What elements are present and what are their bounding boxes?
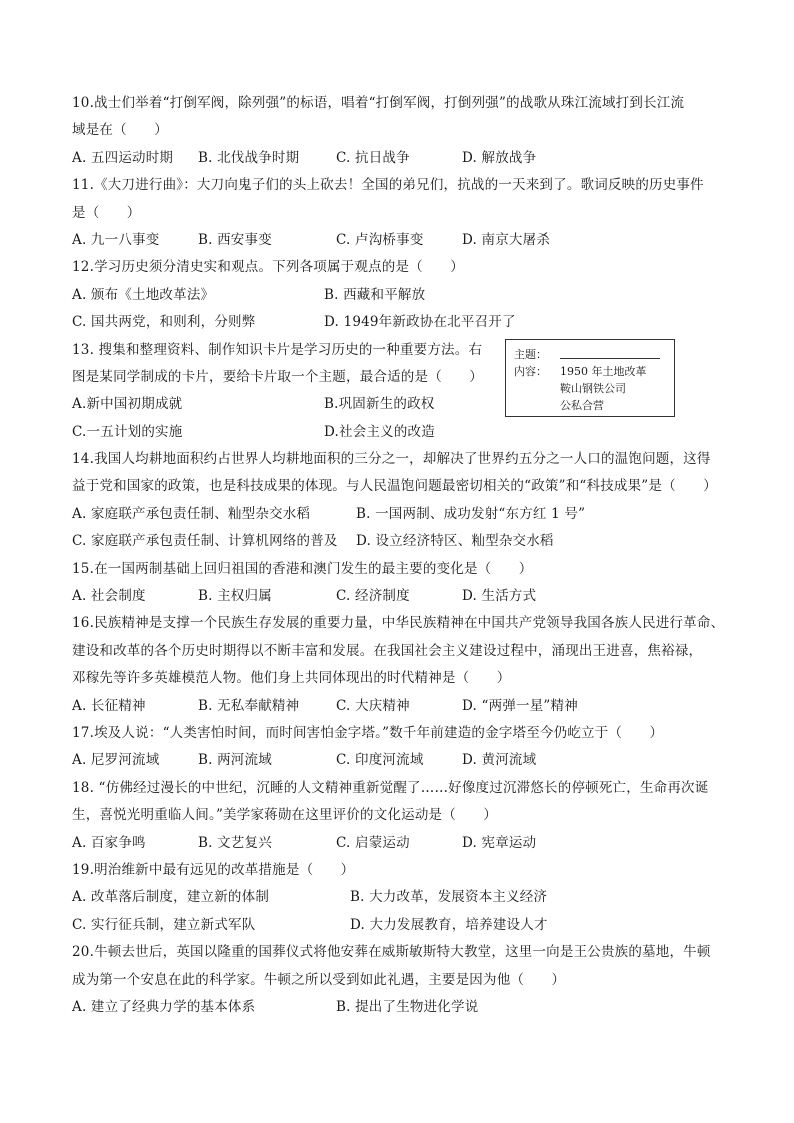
question-12-options-row2	[72, 309, 732, 336]
question-18-options	[72, 830, 732, 857]
option-a: A. 九一八事变	[72, 231, 160, 248]
question-18-stem: 18. “仿佛经过漫长的中世纪，沉睡的人文精神重新觉醒了……好像度过沉滞悠长的停顿死亡，生命再次诞	[72, 779, 709, 796]
question-18-stem-cont: 生，喜悦光明重临人间。”美学家蒋勋在这里评价的文化运动是（ ）	[72, 807, 498, 824]
question-11-options	[72, 227, 732, 254]
question-11-stem-cont: 是（ ）	[72, 204, 141, 221]
question-16-options	[72, 693, 732, 720]
option-a: A. 颁布《土地改革法》	[72, 286, 215, 303]
card-topic-blank	[560, 346, 660, 359]
option-c: C. 卢沟桥事变	[336, 231, 424, 248]
option-a: A. 尼罗河流域	[72, 752, 160, 769]
question-16-stem: 16.民族精神是支撑一个民族生存发展的重要力量，中华民族精神在中国共产党领导我国各族人民进行革命、	[72, 615, 725, 632]
option-d: D. 黄河流域	[462, 752, 537, 769]
option-d: D. “两弹一星”精神	[462, 697, 578, 714]
option-d: D. 设立经济特区、籼型杂交水稻	[356, 533, 554, 550]
knowledge-card	[505, 339, 675, 417]
option-c: C. 启蒙运动	[336, 834, 410, 851]
option-b: B. 大力改革，发展资本主义经济	[350, 889, 548, 906]
option-c: C. 实行征兵制，建立新式军队	[72, 916, 256, 933]
option-b: B. 西安事变	[198, 231, 272, 248]
option-d: D. 大力发展教育，培养建设人才	[350, 916, 548, 933]
option-a: A.新中国初期成就	[72, 396, 183, 413]
option-b: B. 文艺复兴	[198, 834, 272, 851]
option-c: C. 大庆精神	[336, 697, 410, 714]
option-a: A. 百家争鸣	[72, 834, 146, 851]
option-b: B. 北伐战争时期	[198, 149, 300, 166]
card-content-line: 鞍山钢铁公司	[560, 381, 626, 395]
question-17-options	[72, 747, 732, 774]
option-b: B. 无私奉献精神	[198, 697, 300, 714]
question-14-stem-cont: 益于党和国家的政策，也是科技成果的体现。与人民温饱问题最密切相关的“政策”和“科技成果”是（ ）	[72, 478, 717, 495]
option-a: A. 建立了经典力学的基本体系	[72, 998, 256, 1015]
card-content-row	[514, 363, 666, 380]
question-12-options-row1	[72, 282, 732, 309]
option-b: B. 一国两制、成功发射“东方红 1 号”	[356, 505, 586, 522]
option-d: D. 宪章运动	[462, 834, 537, 851]
exam-page	[72, 90, 732, 1021]
option-c: C. 经济制度	[336, 588, 410, 605]
option-a: A. 长征精神	[72, 697, 146, 714]
option-d: D. 生活方式	[462, 588, 537, 605]
question-14-options-row2	[72, 528, 732, 555]
question-20-stem-cont: 成为第一个安息在此的科学家。牛顿之所以受到如此礼遇，主要是因为他（ ）	[72, 971, 566, 988]
question-20-options-row1	[72, 994, 732, 1021]
card-topic-label: 主题：	[514, 347, 547, 361]
option-a: A. 社会制度	[72, 588, 146, 605]
option-b: B. 提出了生物进化学说	[336, 998, 479, 1015]
card-content-line: 1950 年土地改革	[560, 364, 647, 378]
question-16-stem-cont: 邓稼先等许多英雄模范人物。他们身上共同体现出的时代精神是（ ）	[72, 670, 511, 687]
question-10-stem: 10.战士们举着“打倒军阀，除列强”的标语，唱着“打倒军阀，打倒列强”的战歌从珠江流域打到长江流	[72, 95, 685, 111]
question-14-stem: 14.我国人均耕地面积约占世界人均耕地面积的三分之一，却解决了世界约五分之一人口的温饱问题，这得	[72, 451, 711, 468]
question-19-stem: 19.明治维新中最有远见的改革措施是（ ）	[72, 861, 355, 878]
question-13-stem-cont: 图是某同学制成的卡片，要给卡片取一个主题，最合适的是（ ）	[72, 368, 483, 385]
question-13-options-row2	[72, 419, 732, 446]
option-b: B. 两河流域	[198, 752, 272, 769]
question-10-options	[72, 145, 732, 172]
question-14-options-row1	[72, 501, 732, 528]
card-topic-row	[514, 346, 666, 363]
question-13	[72, 337, 732, 447]
option-a: A. 五四运动时期	[72, 149, 174, 166]
question-15-stem: 15.在一国两制基础上回归祖国的香港和澳门发生的最主要的变化是（ ）	[72, 560, 533, 577]
question-19-options-row2	[72, 912, 732, 939]
question-15-options	[72, 583, 732, 610]
option-c: C. 家庭联产承包责任制、计算机网络的普及	[72, 533, 338, 550]
question-16-stem-cont: 建设和改革的各个历史时期得以不断丰富和发展。在我国社会主义建设过程中，涌现出王进喜，焦裕禄，	[72, 642, 703, 659]
option-b: B.巩固新生的政权	[324, 396, 435, 413]
question-12-stem: 12.学习历史须分清史实和观点。下列各项属于观点的是（ ）	[72, 259, 464, 276]
card-content-label: 内容：	[514, 364, 547, 378]
option-d: D.社会主义的改造	[324, 423, 435, 440]
question-20-stem: 20.牛顿去世后，英国以隆重的国葬仪式将他安葬在威斯敏斯特大教堂，这里一向是王公贵族的墓地，牛顿	[72, 944, 711, 961]
question-11-stem: 11.《大刀进行曲》：大刀向鬼子们的头上砍去！全国的弟兄们，抗战的一天来到了。歌词反映的历史事件	[72, 177, 704, 194]
card-content-line: 公私合营	[560, 398, 604, 412]
option-d: D. 解放战争	[462, 149, 537, 166]
option-a: A. 改革落后制度，建立新的体制	[72, 889, 270, 906]
option-b: B. 西藏和平解放	[324, 286, 426, 303]
option-a: A. 家庭联产承包责任制、籼型杂交水稻	[72, 505, 311, 522]
question-19-options-row1	[72, 884, 732, 911]
question-17-stem: 17.埃及人说：“人类害怕时间，而时间害怕金字塔。”数千年前建造的金字塔至今仍屹立于（ ）	[72, 724, 664, 741]
option-c: C.一五计划的实施	[72, 423, 183, 440]
question-10-stem-cont: 域是在（ ）	[72, 122, 168, 139]
option-d: D. 南京大屠杀	[462, 231, 551, 248]
option-c: C. 印度河流域	[336, 752, 424, 769]
question-13-stem: 13. 搜集和整理资料、制作知识卡片是学习历史的一种重要方法。右	[72, 341, 483, 358]
option-c: C. 抗日战争	[336, 149, 410, 166]
option-c: C. 国共两党，和则利，分则弊	[72, 314, 256, 331]
option-d: D. 1949年新政协在北平召开了	[324, 314, 516, 331]
option-b: B. 主权归属	[198, 588, 272, 605]
